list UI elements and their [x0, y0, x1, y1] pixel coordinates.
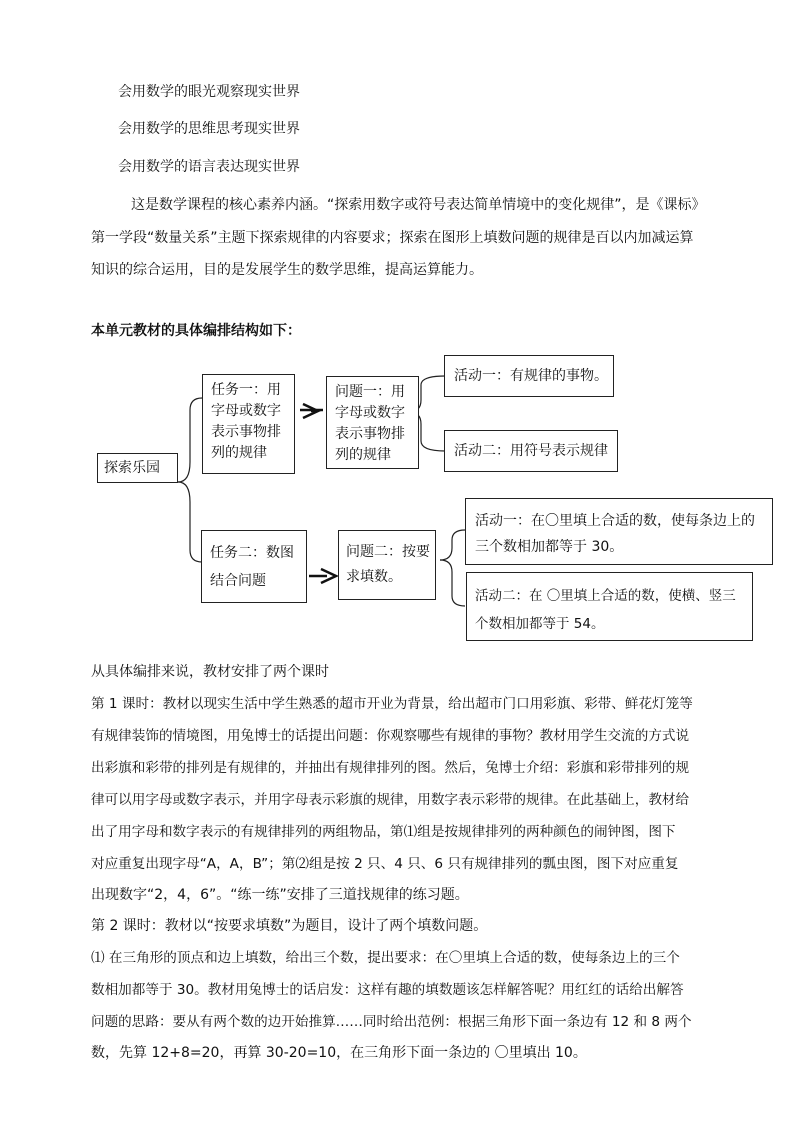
problem2-line-1: 问题二：按要 [346, 544, 430, 560]
problem1-line-1: 问题一：用 [335, 384, 405, 400]
body-line-13: 数，先算 12+8=20，再算 30-20=10，在三角形下面一条边的 〇里填出 10。 [91, 1045, 587, 1061]
activity4-line-2: 个数相加都等于 54。 [475, 616, 605, 632]
connector-root-task1 [178, 398, 202, 482]
problem1-line-4: 列的规律 [335, 447, 391, 463]
problem2-line-2: 求填数。 [346, 569, 402, 585]
para1-line-3: 知识的综合运用，目的是发展学生的数学思维，提高运算能力。 [91, 262, 483, 278]
body-line-12: 问题的思路：要从有两个数的边开始推算……同时给出范例：根据三角形下面一条边有 12 和 8 两个 [91, 1014, 692, 1030]
task2-line-1: 任务二：数图 [210, 545, 294, 561]
problem1-line-3: 表示事物排 [335, 426, 405, 442]
connector-q2-act3 [440, 530, 465, 560]
connector-root-task2 [178, 482, 202, 562]
connector-q2-act4 [440, 560, 465, 606]
task2-box [201, 530, 307, 603]
activity2-label: 活动二：用符号表示规律 [454, 443, 608, 459]
activity4-box [466, 572, 753, 641]
root-label: 探索乐园 [104, 460, 160, 476]
body-line-9: 第 2 课时：教材以“按要求填数”为题目，设计了两个填数问题。 [91, 918, 488, 934]
problem1-box [326, 376, 419, 469]
activity1-label: 活动一：有规律的事物。 [454, 368, 608, 384]
structure-heading: 本单元教材的具体编排结构如下： [91, 323, 301, 339]
intro-line-2: 会用数学的思维思考现实世界 [118, 121, 300, 137]
activity2-box [444, 430, 618, 472]
task1-line-4: 列的规律 [211, 445, 267, 461]
body-line-10: ⑴ 在三角形的顶点和边上填数，给出三个数，提出要求：在〇里填上合适的数，使每条边上的三个 [91, 950, 680, 966]
body-line-7: 对应重复出现字母“A，A，B”；第⑵组是按 2 只、4 只、6 只有规律排列的瓢虫图，图下对应重复 [91, 856, 679, 872]
body-line-8: 出现数字“2，4，6”。“练一练”安排了三道找规律的练习题。 [91, 887, 469, 903]
problem2-box [338, 530, 436, 600]
body-line-4: 出彩旗和彩带的排列是有规律的，并抽出有规律排列的图。然后，兔博士介绍：彩旗和彩带排列的规 [91, 760, 690, 776]
body-line-2: 第 1 课时：教材以现实生活中学生熟悉的超市开业为背景，给出超市门口用彩旗、彩带、鲜花灯笼等 [91, 696, 693, 712]
body-line-11: 数相加都等于 30。教材用兔博士的话启发：这样有趣的填数题该怎样解答呢？用红红的话给出解答 [91, 982, 684, 998]
activity3-line-2: 三个数相加都等于 30。 [475, 539, 624, 555]
task1-line-2: 字母或数字 [211, 403, 281, 419]
activity1-box [444, 355, 614, 397]
task1-line-1: 任务一：用 [211, 382, 281, 398]
task1-box [202, 374, 295, 474]
body-line-6: 出了用字母和数字表示的有规律排列的两组物品，第⑴组是按规律排列的两种颜色的闹钟图，图下 [91, 824, 676, 840]
task1-line-3: 表示事物排 [211, 424, 281, 440]
body-line-3: 有规律装饰的情境图，用兔博士的话提出问题：你观察哪些有规律的事物？教材用学生交流的方式说 [91, 728, 690, 744]
body-line-1: 从具体编排来说，教材安排了两个课时 [91, 664, 329, 680]
activity3-box [465, 498, 773, 565]
para1-line-1: 这是数学课程的核心素养内涵。“探索用数字或符号表达简单情境中的变化规律”，是《课标》 [131, 197, 706, 213]
activity3-line-1: 活动一：在〇里填上合适的数，使每条边上的 [475, 513, 755, 529]
intro-line-3: 会用数学的语言表达现实世界 [118, 159, 300, 175]
activity4-line-1: 活动二：在 〇里填上合适的数，使横、竖三 [475, 588, 736, 604]
para1-line-2: 第一学段“数量关系”主题下探索规律的内容要求；探索在图形上填数问题的规律是百以内加减运算 [91, 230, 694, 246]
problem1-line-2: 字母或数字 [335, 405, 405, 421]
root-box [97, 453, 178, 483]
intro-line-1: 会用数学的眼光观察现实世界 [118, 84, 300, 100]
task2-line-2: 结合问题 [210, 573, 266, 589]
body-line-5: 律可以用字母或数字表示，并用字母表示彩旗的规律，用数字表示彩带的规律。在此基础上，教材给 [91, 792, 690, 808]
